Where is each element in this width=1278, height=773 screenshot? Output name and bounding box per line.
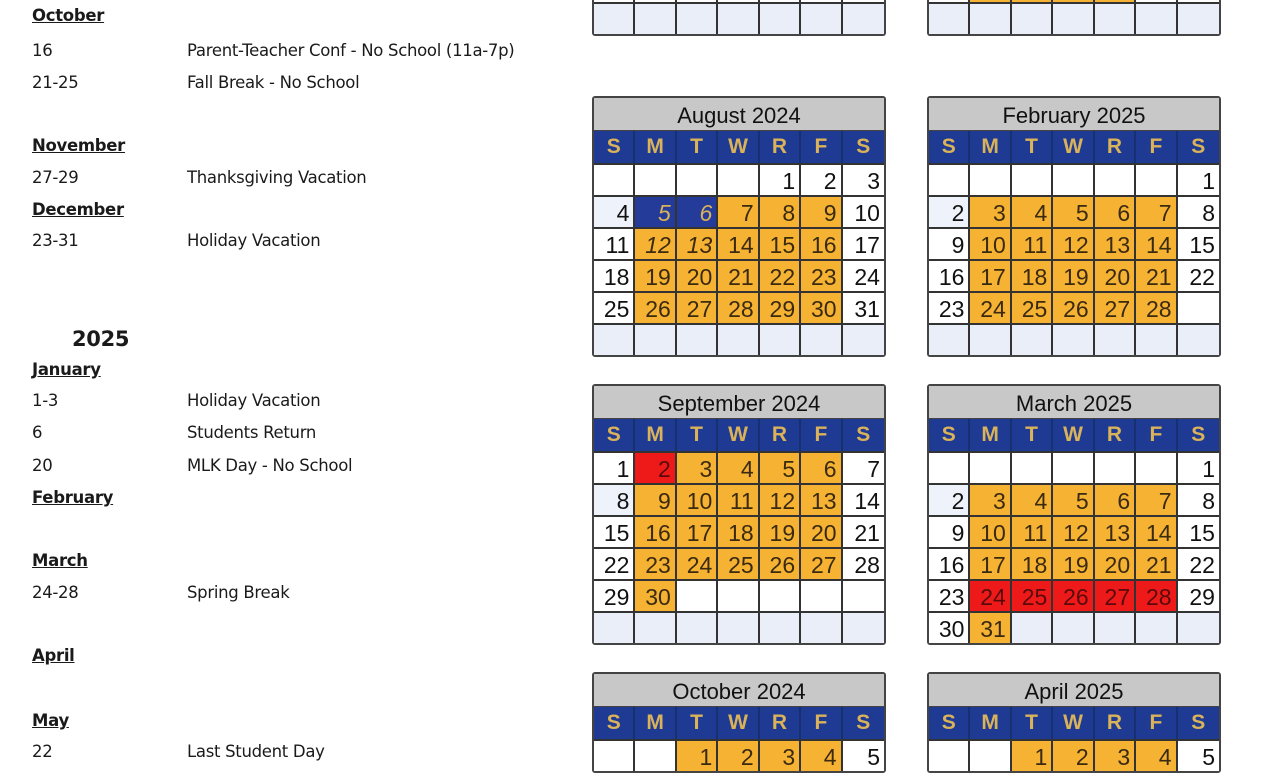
calendar-day-cell: 11: [1012, 227, 1053, 259]
weekday-label: T: [677, 131, 718, 163]
weekday-label: S: [856, 423, 871, 446]
calendar-day-cell: [1053, 2, 1094, 34]
event-date: 27-29: [32, 168, 79, 187]
weekday-label: M: [635, 131, 676, 163]
calendar-day-cell: 24: [970, 291, 1011, 323]
calendar-day-cell: 23: [635, 547, 676, 579]
calendar-day-cell: [677, 579, 718, 611]
calendar-day-cell: 11: [594, 227, 635, 259]
weekday-label: S: [594, 707, 635, 739]
calendar-day-cell: 7: [1136, 195, 1177, 227]
calendar-title: August 2024: [594, 98, 884, 131]
weekday-label: T: [677, 419, 718, 451]
calendar-day-cell: 15: [760, 227, 801, 259]
event-date: 21-25: [32, 73, 79, 92]
calendar-day-grid: [929, 451, 1219, 643]
calendar-day-cell: 18: [1012, 259, 1053, 291]
calendar-day-cell: [970, 739, 1011, 771]
calendar-day-cell: [1136, 323, 1177, 355]
year-heading: 2025: [72, 327, 130, 351]
weekday-label: M: [970, 419, 1011, 451]
weekday-label: F: [1136, 419, 1177, 451]
calendar-day-cell: 2: [929, 195, 970, 227]
weekday-label: S: [929, 707, 970, 739]
calendar-day-cell: 3: [970, 195, 1011, 227]
calendar-day-cell: 18: [594, 259, 635, 291]
calendar-day-cell: [1178, 291, 1219, 323]
calendar-day-cell: 15: [594, 515, 635, 547]
calendar-day-cell: 4: [1012, 195, 1053, 227]
calendar-day-cell: [843, 2, 884, 34]
calendar-day-cell: [760, 579, 801, 611]
event-date: 22: [32, 742, 53, 761]
calendar-day-cell: 3: [760, 739, 801, 771]
weekday-label: W: [718, 707, 759, 739]
calendar-day-cell: 25: [594, 291, 635, 323]
event-date: 16: [32, 41, 53, 60]
calendar-day-cell: [801, 2, 842, 34]
event-description: Students Return: [187, 423, 317, 442]
calendar-day-cell: [718, 2, 759, 34]
calendar-day-cell: 20: [1095, 547, 1136, 579]
weekday-label: T: [1012, 419, 1053, 451]
calendar-day-cell: 17: [677, 515, 718, 547]
calendar-day-cell: 28: [1136, 291, 1177, 323]
weekday-header-row: [594, 131, 884, 163]
calendar-day-cell: [1095, 323, 1136, 355]
calendar-day-cell: [970, 2, 1011, 34]
weekday-label: F: [801, 419, 842, 451]
calendar-day-cell: [1095, 451, 1136, 483]
calendar-day-cell: [594, 739, 635, 771]
calendar-september-2024: [592, 384, 886, 645]
calendar-day-cell: 8: [760, 195, 801, 227]
calendar-day-cell: [843, 579, 884, 611]
calendar-day-cell: 25: [1012, 579, 1053, 611]
calendar-day-grid: [929, 0, 1219, 34]
weekday-header-row: [929, 707, 1219, 739]
calendar-day-cell: 27: [1095, 579, 1136, 611]
calendar-day-cell: 4: [594, 195, 635, 227]
calendar-day-cell: [677, 2, 718, 34]
calendar-day-cell: 22: [1178, 547, 1219, 579]
calendar-day-cell: [718, 611, 759, 643]
weekday-label: T: [677, 707, 718, 739]
calendar-day-cell: [1095, 611, 1136, 643]
calendar-day-cell: 9: [801, 195, 842, 227]
calendar-day-cell: 1: [760, 163, 801, 195]
calendar-day-cell: 5: [843, 739, 884, 771]
calendar-day-cell: [1136, 611, 1177, 643]
calendar-day-cell: 21: [718, 259, 759, 291]
weekday-label: S: [594, 131, 635, 163]
weekday-label: W: [1053, 707, 1094, 739]
weekday-label: M: [970, 131, 1011, 163]
calendar-day-cell: 5: [635, 195, 676, 227]
calendar-day-cell: [929, 163, 970, 195]
calendar-day-cell: 18: [1012, 547, 1053, 579]
calendar-title: October 2024: [594, 674, 884, 707]
calendar-day-cell: [635, 739, 676, 771]
month-heading: May: [32, 711, 69, 730]
calendar-day-cell: [929, 451, 970, 483]
calendar-day-cell: 20: [801, 515, 842, 547]
calendar-day-cell: 21: [1136, 547, 1177, 579]
calendar-day-cell: 24: [970, 579, 1011, 611]
calendar-day-cell: [594, 611, 635, 643]
calendar-day-cell: 13: [1095, 515, 1136, 547]
event-description: Holiday Vacation: [187, 391, 321, 410]
event-description: Thanksgiving Vacation: [187, 168, 367, 187]
calendar-day-cell: 17: [970, 547, 1011, 579]
month-heading: March: [32, 551, 88, 570]
calendar-day-cell: [801, 611, 842, 643]
weekday-label: S: [929, 419, 970, 451]
weekday-label: M: [635, 419, 676, 451]
calendar-day-cell: [635, 2, 676, 34]
calendar-day-cell: [635, 323, 676, 355]
calendar-day-cell: 5: [1053, 195, 1094, 227]
calendar-day-cell: [801, 579, 842, 611]
calendar-day-cell: 12: [635, 227, 676, 259]
calendar-day-grid: [929, 739, 1219, 771]
calendar-day-cell: [718, 579, 759, 611]
weekday-label: R: [1095, 131, 1136, 163]
calendar-day-grid: [929, 163, 1219, 355]
weekday-label: R: [760, 419, 801, 451]
calendar-day-cell: 6: [677, 195, 718, 227]
calendar-day-cell: [594, 163, 635, 195]
month-heading: December: [32, 200, 124, 219]
calendar-day-cell: 2: [929, 483, 970, 515]
calendar-day-cell: 3: [1095, 739, 1136, 771]
calendar-day-cell: [760, 611, 801, 643]
calendar-day-cell: 16: [635, 515, 676, 547]
calendar-day-cell: [843, 323, 884, 355]
calendar-april-2025: [927, 672, 1221, 773]
calendar-day-cell: 21: [843, 515, 884, 547]
calendar-day-cell: 23: [929, 579, 970, 611]
month-heading: February: [32, 488, 114, 507]
calendar-day-cell: 14: [1136, 227, 1177, 259]
calendar-day-cell: [1095, 163, 1136, 195]
calendar-day-cell: 20: [1095, 259, 1136, 291]
calendar-day-cell: 15: [1178, 227, 1219, 259]
calendar-day-cell: [677, 611, 718, 643]
calendar-day-cell: 1: [1012, 739, 1053, 771]
calendar-day-cell: 14: [843, 483, 884, 515]
calendar-february-2025: [927, 96, 1221, 357]
weekday-label: R: [1095, 707, 1136, 739]
calendar-august-2024: [592, 96, 886, 357]
calendar-day-cell: [760, 2, 801, 34]
calendar-january-2025-partial: [927, 0, 1221, 36]
calendar-day-cell: [1178, 323, 1219, 355]
calendar-day-cell: 26: [635, 291, 676, 323]
calendar-title: September 2024: [594, 386, 884, 419]
calendar-day-cell: 29: [1178, 579, 1219, 611]
calendar-day-cell: 10: [677, 483, 718, 515]
calendar-day-cell: [929, 739, 970, 771]
calendar-day-cell: 1: [677, 739, 718, 771]
month-heading: October: [32, 6, 105, 25]
calendar-day-cell: [1012, 163, 1053, 195]
calendar-day-cell: 19: [635, 259, 676, 291]
calendar-day-cell: 4: [718, 451, 759, 483]
calendar-day-cell: 11: [1012, 515, 1053, 547]
event-date: 1-3: [32, 391, 59, 410]
calendar-day-cell: 23: [929, 291, 970, 323]
calendar-day-cell: 7: [843, 451, 884, 483]
calendar-day-cell: [594, 323, 635, 355]
calendar-day-cell: 1: [594, 451, 635, 483]
calendar-day-cell: [677, 323, 718, 355]
weekday-label: F: [1136, 131, 1177, 163]
calendar-day-cell: [718, 163, 759, 195]
calendar-day-cell: 21: [1136, 259, 1177, 291]
calendar-day-cell: 31: [843, 291, 884, 323]
weekday-header-row: [929, 419, 1219, 451]
calendar-day-cell: [1178, 611, 1219, 643]
calendar-day-cell: [970, 323, 1011, 355]
calendar-day-cell: 29: [594, 579, 635, 611]
calendar-day-cell: 2: [718, 739, 759, 771]
calendar-day-cell: 26: [1053, 579, 1094, 611]
weekday-label: S: [929, 131, 970, 163]
calendar-day-cell: 19: [760, 515, 801, 547]
calendar-day-cell: 10: [970, 515, 1011, 547]
calendar-day-cell: 10: [843, 195, 884, 227]
calendar-day-cell: 12: [1053, 515, 1094, 547]
calendar-day-cell: 8: [594, 483, 635, 515]
weekday-label: M: [970, 707, 1011, 739]
calendar-day-cell: [635, 163, 676, 195]
weekday-label: S: [856, 135, 871, 158]
calendar-day-cell: 25: [1012, 291, 1053, 323]
calendar-day-cell: 17: [970, 259, 1011, 291]
calendar-day-grid: [594, 0, 884, 34]
event-date: 6: [32, 423, 43, 442]
calendar-day-cell: [1053, 323, 1094, 355]
event-description: Parent-Teacher Conf - No School (11a-7p): [187, 41, 515, 60]
calendar-day-cell: 7: [718, 195, 759, 227]
calendar-day-cell: 4: [1012, 483, 1053, 515]
calendar-day-cell: 29: [760, 291, 801, 323]
calendar-day-cell: 1: [1178, 163, 1219, 195]
calendar-day-cell: 4: [801, 739, 842, 771]
calendar-day-cell: [635, 611, 676, 643]
calendar-day-cell: 23: [801, 259, 842, 291]
event-description: Last Student Day: [187, 742, 325, 761]
calendar-day-cell: 20: [677, 259, 718, 291]
calendar-day-cell: [1012, 451, 1053, 483]
calendar-day-cell: [1053, 163, 1094, 195]
calendar-day-cell: [929, 2, 970, 34]
events-list: [0, 0, 580, 760]
calendar-day-cell: 14: [718, 227, 759, 259]
calendar-title: March 2025: [929, 386, 1219, 419]
calendar-day-cell: 6: [1095, 483, 1136, 515]
weekday-label: W: [1053, 419, 1094, 451]
calendar-day-cell: [1012, 611, 1053, 643]
calendar-day-cell: 26: [760, 547, 801, 579]
calendar-day-cell: 9: [635, 483, 676, 515]
calendar-day-cell: 28: [1136, 579, 1177, 611]
calendar-day-cell: 2: [635, 451, 676, 483]
calendar-day-cell: 22: [1178, 259, 1219, 291]
calendar-day-cell: 27: [801, 547, 842, 579]
calendar-march-2025: [927, 384, 1221, 645]
weekday-label: S: [856, 711, 871, 734]
event-date: 24-28: [32, 583, 79, 602]
event-date: 20: [32, 456, 53, 475]
calendar-day-cell: 27: [677, 291, 718, 323]
weekday-label: W: [718, 419, 759, 451]
calendar-day-cell: [677, 163, 718, 195]
calendar-day-cell: 3: [970, 483, 1011, 515]
weekday-label: F: [801, 131, 842, 163]
calendar-day-cell: 2: [1053, 739, 1094, 771]
weekday-label: W: [718, 131, 759, 163]
calendar-day-cell: [1053, 611, 1094, 643]
calendar-day-cell: 11: [718, 483, 759, 515]
calendar-day-cell: 31: [970, 611, 1011, 643]
event-description: MLK Day - No School: [187, 456, 353, 475]
weekday-label: W: [1053, 131, 1094, 163]
calendar-day-grid: [594, 739, 884, 771]
calendar-day-cell: 14: [1136, 515, 1177, 547]
calendar-day-cell: 16: [929, 547, 970, 579]
calendar-day-cell: [1095, 2, 1136, 34]
weekday-label: R: [760, 131, 801, 163]
calendar-day-cell: 12: [760, 483, 801, 515]
calendar-day-cell: 27: [1095, 291, 1136, 323]
calendar-july-2024-partial: [592, 0, 886, 36]
calendar-day-cell: [1178, 2, 1219, 34]
calendar-day-cell: 30: [801, 291, 842, 323]
calendar-day-cell: 1: [1178, 451, 1219, 483]
calendar-day-cell: 18: [718, 515, 759, 547]
calendar-day-cell: [1136, 163, 1177, 195]
calendar-day-cell: 30: [929, 611, 970, 643]
calendar-day-cell: 8: [1178, 483, 1219, 515]
weekday-label: R: [1095, 419, 1136, 451]
calendar-day-cell: 9: [929, 227, 970, 259]
weekday-label: S: [1191, 711, 1206, 734]
weekday-header-row: [929, 131, 1219, 163]
calendar-day-cell: [970, 163, 1011, 195]
calendar-october-2024: [592, 672, 886, 773]
event-description: Holiday Vacation: [187, 231, 321, 250]
calendar-day-cell: [1136, 2, 1177, 34]
calendar-day-cell: 13: [801, 483, 842, 515]
event-date: 23-31: [32, 231, 79, 250]
calendar-day-cell: [801, 323, 842, 355]
calendar-day-cell: 5: [1178, 739, 1219, 771]
calendar-day-cell: 24: [843, 259, 884, 291]
weekday-label: S: [1191, 135, 1206, 158]
calendar-day-cell: 30: [635, 579, 676, 611]
calendar-day-cell: 16: [929, 259, 970, 291]
calendar-day-cell: 3: [677, 451, 718, 483]
calendar-day-cell: 12: [1053, 227, 1094, 259]
month-heading: April: [32, 646, 75, 665]
calendar-day-cell: [1136, 451, 1177, 483]
calendar-day-cell: 15: [1178, 515, 1219, 547]
calendar-day-cell: [718, 323, 759, 355]
weekday-label: R: [760, 707, 801, 739]
weekday-header-row: [594, 707, 884, 739]
calendar-title: February 2025: [929, 98, 1219, 131]
calendar-day-cell: [1053, 451, 1094, 483]
calendar-day-cell: 22: [594, 547, 635, 579]
weekday-header-row: [594, 419, 884, 451]
calendar-day-grid: [594, 451, 884, 643]
calendar-day-cell: 24: [677, 547, 718, 579]
calendar-day-cell: 16: [801, 227, 842, 259]
calendar-day-cell: 2: [801, 163, 842, 195]
month-heading: January: [32, 360, 101, 379]
event-description: Fall Break - No School: [187, 73, 360, 92]
calendar-day-cell: 19: [1053, 259, 1094, 291]
calendar-day-cell: 28: [718, 291, 759, 323]
calendar-day-cell: 19: [1053, 547, 1094, 579]
calendar-day-cell: [1012, 323, 1053, 355]
calendar-day-cell: [1012, 2, 1053, 34]
calendar-day-cell: [594, 2, 635, 34]
calendar-day-grid: [594, 163, 884, 355]
calendar-day-cell: 8: [1178, 195, 1219, 227]
calendar-day-cell: 6: [1095, 195, 1136, 227]
calendar-day-cell: 6: [801, 451, 842, 483]
event-description: Spring Break: [187, 583, 290, 602]
calendar-day-cell: 3: [843, 163, 884, 195]
calendar-day-cell: 22: [760, 259, 801, 291]
calendar-day-cell: 28: [843, 547, 884, 579]
weekday-label: T: [1012, 131, 1053, 163]
calendar-day-cell: 5: [1053, 483, 1094, 515]
weekday-label: T: [1012, 707, 1053, 739]
month-heading: November: [32, 136, 126, 155]
calendar-day-cell: 9: [929, 515, 970, 547]
calendar-day-cell: 10: [970, 227, 1011, 259]
calendar-day-cell: [760, 323, 801, 355]
calendar-day-cell: 13: [1095, 227, 1136, 259]
calendar-day-cell: 26: [1053, 291, 1094, 323]
weekday-label: F: [1136, 707, 1177, 739]
weekday-label: F: [801, 707, 842, 739]
calendar-title: April 2025: [929, 674, 1219, 707]
calendar-day-cell: 17: [843, 227, 884, 259]
weekday-label: S: [594, 419, 635, 451]
calendar-day-cell: 13: [677, 227, 718, 259]
calendar-day-cell: 25: [718, 547, 759, 579]
calendar-day-cell: [970, 451, 1011, 483]
calendar-day-cell: [843, 611, 884, 643]
calendar-day-cell: 5: [760, 451, 801, 483]
weekday-label: S: [1191, 423, 1206, 446]
weekday-label: M: [635, 707, 676, 739]
calendar-day-cell: [929, 323, 970, 355]
calendar-day-cell: 4: [1136, 739, 1177, 771]
calendar-day-cell: 7: [1136, 483, 1177, 515]
